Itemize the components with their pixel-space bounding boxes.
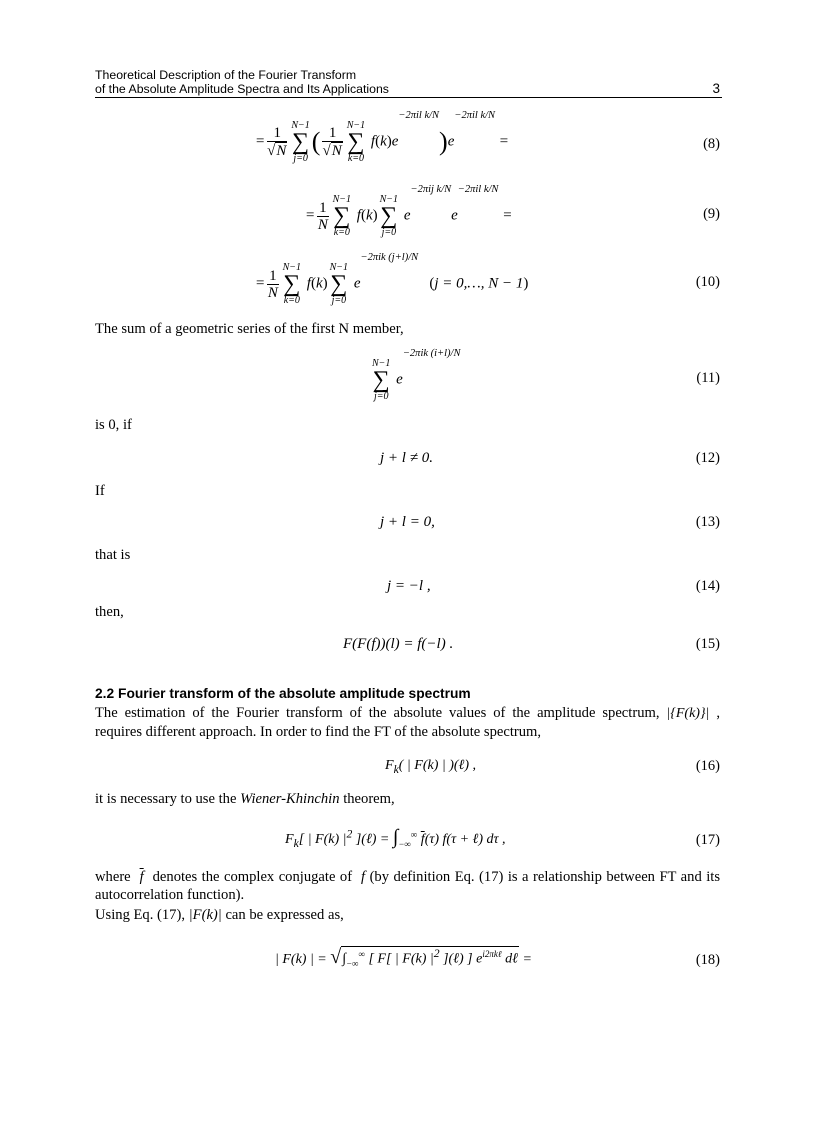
equation-18-body: | F(k) | = $√\int_{-\infty}^\infty$ [ F[ | F(k) $|^2$ ](ℓ) ] $e^{i2\pi k\ell}$ dℓ = — [275, 946, 532, 969]
equation-14 — [95, 578, 722, 598]
equation-14-body: j = −l , — [387, 578, 431, 594]
equation-number-12: (12) — [695, 450, 720, 466]
paragraph-estimation-line-1: The estimation of the Fourier transform of the absolute values of the amplitude spectrum, — [95, 705, 660, 721]
wk-intro: it is necessary to use the — [95, 791, 237, 807]
paragraph-if: If — [95, 483, 105, 499]
equation-10 — [95, 252, 722, 306]
equation-number-14: (14) — [695, 578, 720, 594]
f-symbol: f — [361, 869, 366, 885]
wk-suffix: theorem, — [343, 791, 395, 807]
using-b: can be expressed as, — [225, 907, 344, 923]
paragraph-estimation — [95, 704, 720, 741]
equation-17-body: $F_k$[ | F(k) $|^2$ ](ℓ) = $\int_{-\infty}^\infty$ $\overline{f}(\tau) f(\tau$ + ℓ) dτ , — [285, 826, 506, 850]
equation-8-body: = $\frac{1}{√N}$ N−1 ∑ j=0 ( $\frac{1}{√N}$ N−1 ∑ k=0 f(k)e−2πil k/N)e−2πil k/N = — [255, 110, 509, 164]
equation-number-16: (16) — [695, 758, 720, 774]
paragraph-that-is: that is — [95, 547, 131, 563]
equation-number-11: (11) — [696, 370, 720, 386]
where-a: where — [95, 869, 131, 885]
equation-12 — [95, 450, 722, 470]
equation-13 — [95, 514, 722, 534]
fourier-operator: F — [385, 758, 394, 773]
paragraph-geometric-series: The sum of a geometric series of the first N member, — [95, 321, 404, 337]
using-a: Using Eq. (17), — [95, 907, 185, 923]
where-c: (by definition Eq. (17) is a relationship between FT and its autocorrelation function). — [95, 869, 721, 903]
equation-15 — [95, 636, 722, 656]
abs-spectrum-symbol: |{F(k)}| — [666, 706, 710, 721]
section-heading: 2.2 Fourier transform of the absolute amplitude spectrum — [95, 686, 471, 701]
equation-number-9: (9) — [703, 206, 720, 222]
paragraph-wiener-khinchin — [95, 790, 720, 808]
running-header — [95, 68, 722, 96]
equation-11-body: N−1 ∑ j=0 e−2πik (i+l)/N — [372, 348, 461, 402]
equation-16-body: $F_k$( | F(k) | )(ℓ) , — [385, 758, 477, 776]
equation-15-body: F(F(f))(l) = f(−l) . — [343, 636, 454, 652]
f-conjugate-symbol: $\overline{f}$ — [139, 869, 144, 885]
equation-18 — [95, 946, 722, 976]
equation-8 — [95, 110, 722, 168]
header-title-line-2: of the Absolute Amplitude Spectra and Its Applications — [95, 82, 389, 96]
equation-12-body: j + l ≠ 0. — [380, 450, 433, 466]
equation-number-18: (18) — [695, 952, 720, 968]
equation-number-13: (13) — [695, 514, 720, 530]
equation-11 — [95, 348, 722, 402]
equation-16 — [95, 758, 722, 778]
equation-10-body: = $\frac{1}{N}$ N−1 ∑ k=0 f(k) N−1 ∑ j=0 e−2πik (j+l)/N (j = 0,…, N − 1) — [255, 252, 529, 306]
abs-Fk-symbol: |F(k)| — [188, 907, 222, 923]
equation-number-15: (15) — [695, 636, 720, 652]
paragraph-using — [95, 906, 720, 924]
paragraph-estimation-line-2: , requires different approach. In order to find the FT of the absolute spectrum, — [95, 705, 720, 740]
header-rule — [95, 97, 722, 98]
equation-13-body: j + l = 0, — [380, 514, 435, 530]
paragraph-where — [95, 868, 720, 904]
equation-17 — [95, 826, 722, 856]
equation-number-8: (8) — [703, 136, 720, 152]
equation-number-17: (17) — [695, 832, 720, 848]
equation-number-10: (10) — [695, 274, 720, 290]
where-b: denotes the complex conjugate of — [152, 869, 353, 885]
paragraph-is-zero-if: is 0, if — [95, 417, 132, 433]
wk-theorem-name: Wiener-Khinchin — [240, 791, 340, 807]
paragraph-then: then, — [95, 604, 124, 620]
equation-9 — [95, 184, 722, 238]
page-number: 3 — [712, 81, 720, 96]
equation-9-body: = $\frac{1}{N}$ N−1 ∑ k=0 f(k) N−1 ∑ j=0 e−2πij k/Ne−2πil k/N = — [305, 184, 513, 238]
header-title-line-1: Theoretical Description of the Fourier Transform — [95, 68, 357, 82]
